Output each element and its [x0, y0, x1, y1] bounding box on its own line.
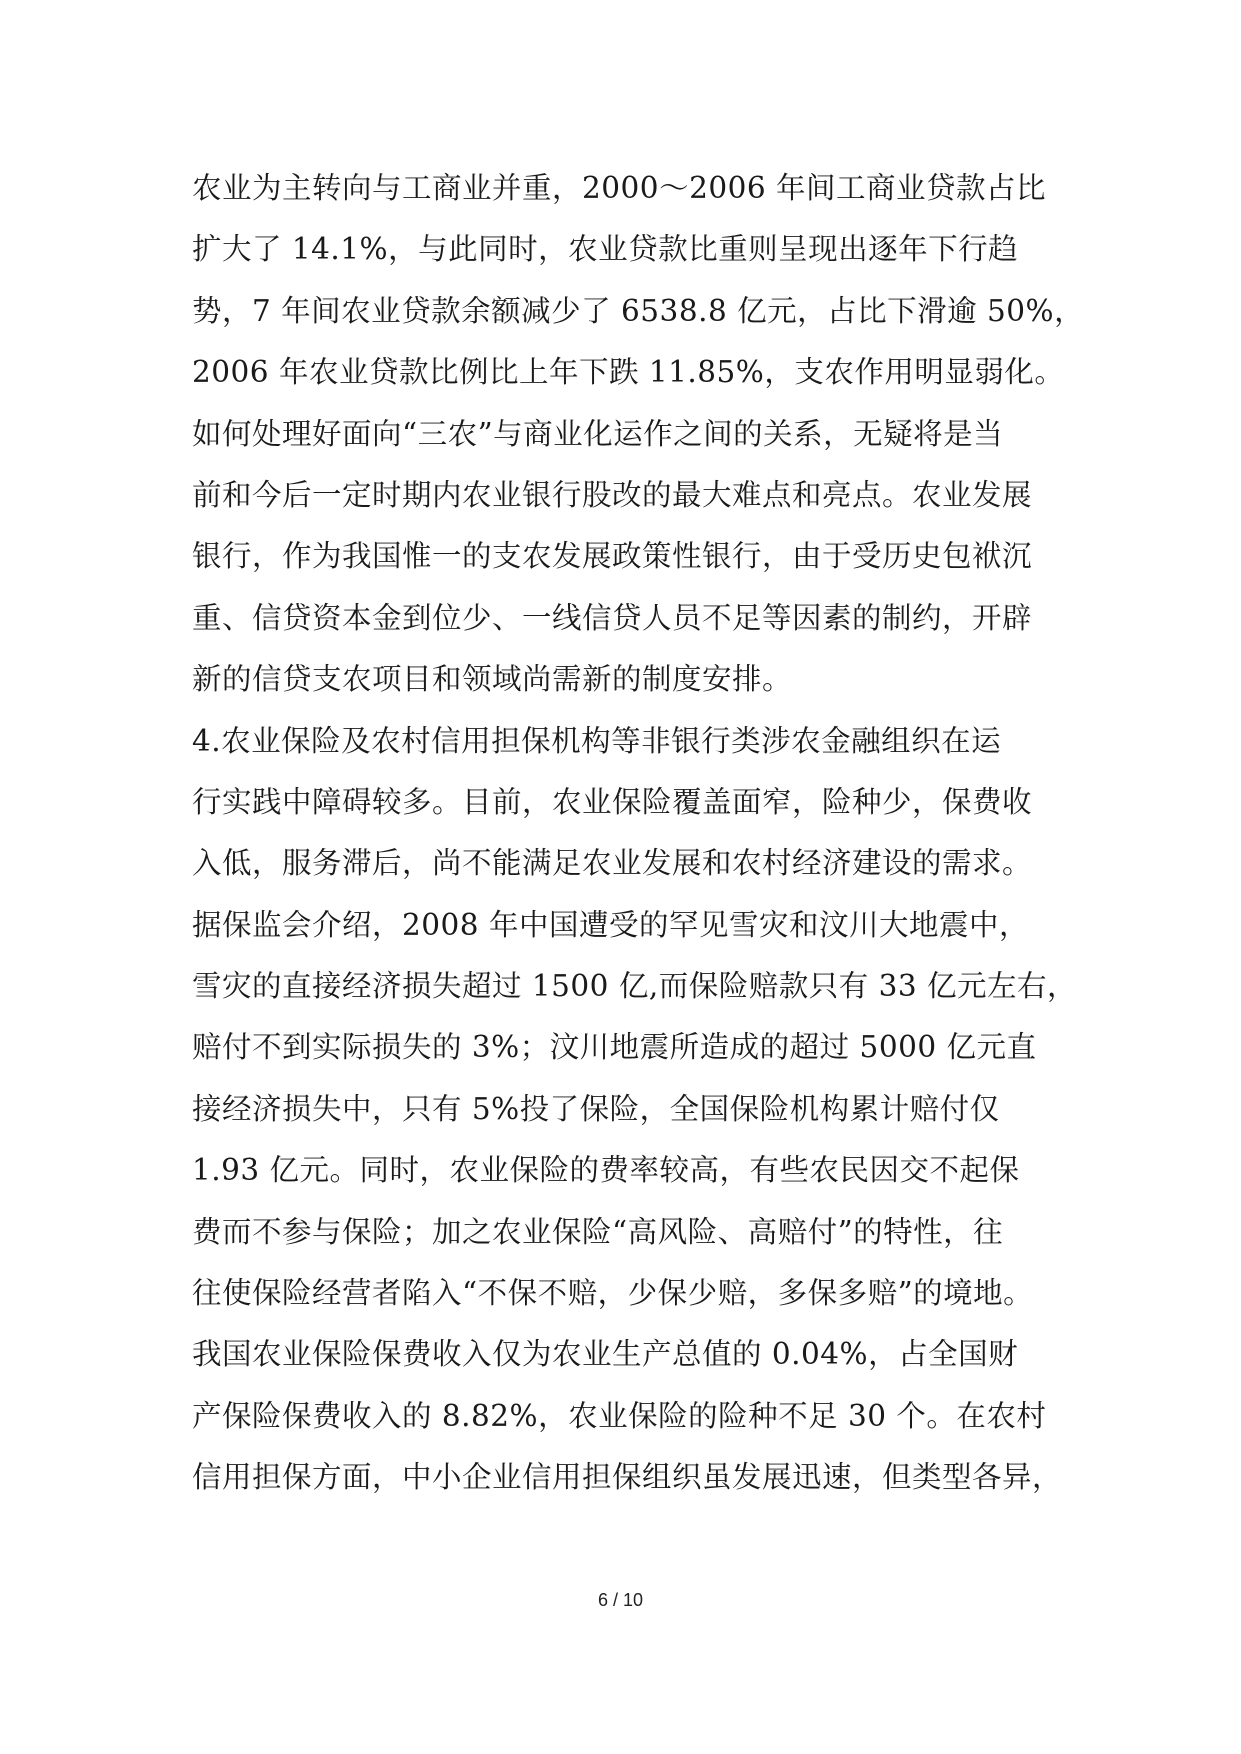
text-line: 农业为主转向与工商业并重，2000～2006 年间工商业贷款占比	[192, 171, 1047, 205]
text-line: 如何处理好面向“三农”与商业化运作之间的关系，无疑将是当	[192, 416, 1004, 451]
text-line: 4.农业保险及农村信用担保机构等非银行类涉农金融组织在运	[192, 723, 1002, 758]
text-line: 费而不参与保险；加之农业保险“高风险、高赔付”的特性，往	[192, 1214, 1004, 1249]
text-line: 2006 年农业贷款比例比上年下跌 11.85%，支农作用明显弱化。	[192, 355, 1065, 390]
text-line: 重、信贷资本金到位少、一线信贷人员不足等因素的制约，开辟	[192, 600, 1033, 635]
text-line: 我国农业保险保费收入仅为农业生产总值的 0.04%，占全国财	[192, 1337, 1019, 1372]
text-line: 银行，作为我国惟一的支农发展政策性银行，由于受历史包袱沉	[192, 539, 1033, 574]
text-line: 1.93 亿元。同时，农业保险的费率较高，有些农民因交不起保	[192, 1153, 1020, 1188]
text-line: 新的信贷支农项目和领域尚需新的制度安排。	[192, 662, 793, 697]
text-line: 往使保险经营者陷入“不保不赔，少保少赔，多保多赔”的境地。	[192, 1276, 1034, 1311]
text-line: 产保险保费收入的 8.82%，农业保险的险种不足 30 个。在农村	[192, 1398, 1047, 1433]
text-line: 雪灾的直接经济损失超过 1500 亿,而保险赔款只有 33 亿元左右，	[192, 969, 1077, 1004]
text-line: 扩大了 14.1%，与此同时，农业贷款比重则呈现出逐年下行趋	[192, 232, 1019, 267]
text-line: 赔付不到实际损失的 3%；汶川地震所造成的超过 5000 亿元直	[192, 1030, 1037, 1065]
text-line: 前和今后一定时期内农业银行股改的最大难点和亮点。农业发展	[192, 477, 1033, 512]
text-line: 势，7 年间农业贷款余额减少了 6538.8 亿元，占比下滑逾 50%，	[192, 293, 1085, 328]
text-line: 行实践中障碍较多。目前，农业保险覆盖面窄，险种少，保费收	[192, 784, 1033, 819]
page-number: 6 / 10	[597, 1590, 644, 1610]
text-line: 信用担保方面，中小企业信用担保组织虽发展迅速，但类型各异，	[192, 1460, 1063, 1495]
body-text	[192, 158, 1085, 1509]
text-line: 入低，服务滞后，尚不能满足农业发展和农村经济建设的需求。	[192, 846, 1033, 881]
text-line: 接经济损失中，只有 5%投了保险，全国保险机构累计赔付仅	[192, 1091, 1000, 1126]
text-line: 据保监会介绍，2008 年中国遭受的罕见雪灾和汶川大地震中，	[192, 907, 1029, 942]
